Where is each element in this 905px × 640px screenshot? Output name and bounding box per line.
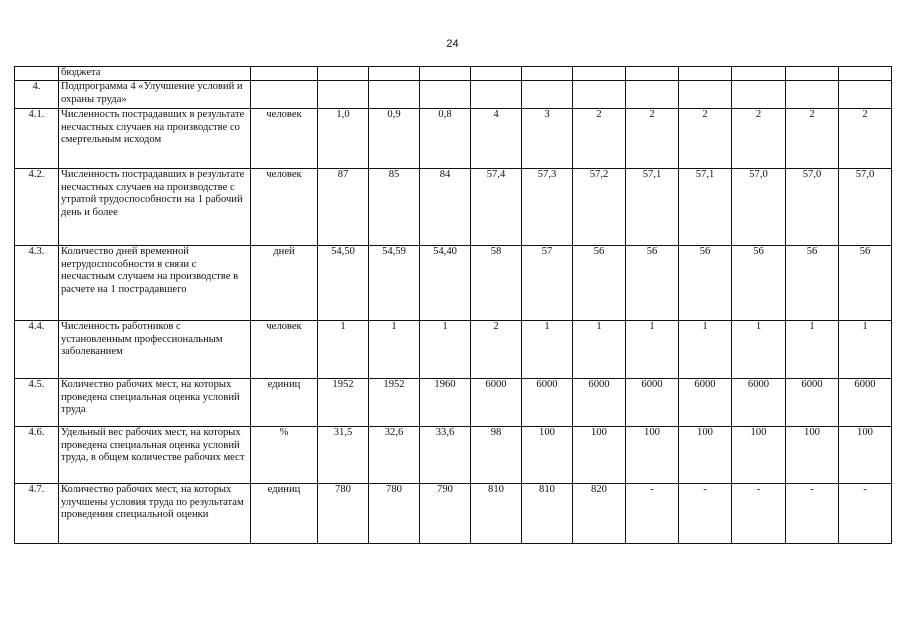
value-cell: 56 bbox=[679, 246, 732, 321]
value-cell: 57,2 bbox=[573, 169, 626, 246]
value-cell: 57,0 bbox=[732, 169, 786, 246]
value-cell bbox=[318, 67, 369, 81]
unit-cell: единиц bbox=[251, 484, 318, 544]
indicator-name-cell: Численность пострадавших в результате несчастных случаев на производстве с утратой трудоспособности на 1 рабочий день и более bbox=[59, 169, 251, 246]
table-row bbox=[15, 169, 892, 246]
value-cell: 780 bbox=[318, 484, 369, 544]
value-cell: 2 bbox=[471, 321, 522, 379]
value-cell: 0,8 bbox=[420, 109, 471, 169]
value-cell: 100 bbox=[522, 427, 573, 484]
table-row bbox=[15, 484, 892, 544]
value-cell: 1952 bbox=[318, 379, 369, 427]
value-cell: 54,59 bbox=[369, 246, 420, 321]
value-cell: - bbox=[732, 484, 786, 544]
value-cell: 3 bbox=[522, 109, 573, 169]
value-cell: 100 bbox=[573, 427, 626, 484]
row-number-cell: 4. bbox=[15, 81, 59, 109]
value-cell: 1952 bbox=[369, 379, 420, 427]
value-cell bbox=[786, 67, 839, 81]
value-cell: 810 bbox=[522, 484, 573, 544]
value-cell: 100 bbox=[679, 427, 732, 484]
row-number-cell bbox=[15, 67, 59, 81]
indicators-table bbox=[14, 66, 892, 544]
row-number-cell: 4.1. bbox=[15, 109, 59, 169]
indicator-name-cell: Подпрограмма 4 «Улучшение условий и охраны труда» bbox=[59, 81, 251, 109]
value-cell: 1 bbox=[573, 321, 626, 379]
value-cell bbox=[626, 67, 679, 81]
value-cell: 790 bbox=[420, 484, 471, 544]
value-cell: 100 bbox=[839, 427, 892, 484]
row-number-cell: 4.6. bbox=[15, 427, 59, 484]
value-cell bbox=[369, 67, 420, 81]
unit-cell: человек bbox=[251, 109, 318, 169]
table-row bbox=[15, 246, 892, 321]
indicator-name-cell: бюджета bbox=[59, 67, 251, 81]
value-cell: 6000 bbox=[471, 379, 522, 427]
value-cell: 6000 bbox=[573, 379, 626, 427]
value-cell bbox=[626, 81, 679, 109]
value-cell: 2 bbox=[732, 109, 786, 169]
value-cell: 100 bbox=[626, 427, 679, 484]
value-cell: 56 bbox=[786, 246, 839, 321]
value-cell: 33,6 bbox=[420, 427, 471, 484]
value-cell: 56 bbox=[839, 246, 892, 321]
value-cell bbox=[573, 67, 626, 81]
value-cell: 1 bbox=[839, 321, 892, 379]
value-cell: - bbox=[786, 484, 839, 544]
value-cell: - bbox=[839, 484, 892, 544]
value-cell: 1 bbox=[732, 321, 786, 379]
value-cell: 2 bbox=[786, 109, 839, 169]
value-cell bbox=[679, 67, 732, 81]
value-cell bbox=[522, 67, 573, 81]
table-row bbox=[15, 81, 892, 109]
value-cell: 1 bbox=[318, 321, 369, 379]
indicator-name-cell: Количество рабочих мест, на которых улучшены условия труда по результатам проведения специальной оценки bbox=[59, 484, 251, 544]
table-row bbox=[15, 321, 892, 379]
value-cell: 31,5 bbox=[318, 427, 369, 484]
value-cell: 6000 bbox=[732, 379, 786, 427]
value-cell bbox=[732, 67, 786, 81]
indicator-name-cell: Численность работников с установленным профессиональным заболеванием bbox=[59, 321, 251, 379]
value-cell: 58 bbox=[471, 246, 522, 321]
value-cell bbox=[420, 81, 471, 109]
value-cell: 820 bbox=[573, 484, 626, 544]
value-cell: 2 bbox=[626, 109, 679, 169]
value-cell: 85 bbox=[369, 169, 420, 246]
value-cell bbox=[522, 81, 573, 109]
value-cell bbox=[732, 81, 786, 109]
value-cell: 57 bbox=[522, 246, 573, 321]
value-cell: 56 bbox=[732, 246, 786, 321]
row-number-cell: 4.4. bbox=[15, 321, 59, 379]
value-cell: 2 bbox=[679, 109, 732, 169]
value-cell: 56 bbox=[573, 246, 626, 321]
value-cell: 57,1 bbox=[679, 169, 732, 246]
value-cell bbox=[471, 81, 522, 109]
row-number-cell: 4.7. bbox=[15, 484, 59, 544]
unit-cell bbox=[251, 67, 318, 81]
value-cell: 54,40 bbox=[420, 246, 471, 321]
page-number: 24 bbox=[446, 38, 459, 50]
indicator-name-cell: Численность пострадавших в результате несчастных случаев на производстве со смертельным исходом bbox=[59, 109, 251, 169]
value-cell: 1 bbox=[626, 321, 679, 379]
value-cell: 1 bbox=[786, 321, 839, 379]
value-cell: 4 bbox=[471, 109, 522, 169]
value-cell: 87 bbox=[318, 169, 369, 246]
value-cell: 57,0 bbox=[839, 169, 892, 246]
value-cell: 100 bbox=[732, 427, 786, 484]
value-cell bbox=[679, 81, 732, 109]
value-cell: 98 bbox=[471, 427, 522, 484]
value-cell: 6000 bbox=[679, 379, 732, 427]
value-cell bbox=[786, 81, 839, 109]
table-row bbox=[15, 67, 892, 81]
value-cell bbox=[318, 81, 369, 109]
value-cell bbox=[420, 67, 471, 81]
value-cell bbox=[471, 67, 522, 81]
value-cell: 57,3 bbox=[522, 169, 573, 246]
unit-cell: дней bbox=[251, 246, 318, 321]
value-cell: 6000 bbox=[522, 379, 573, 427]
value-cell bbox=[839, 81, 892, 109]
value-cell: 57,1 bbox=[626, 169, 679, 246]
value-cell bbox=[839, 67, 892, 81]
unit-cell: человек bbox=[251, 169, 318, 246]
value-cell: 56 bbox=[626, 246, 679, 321]
value-cell: 810 bbox=[471, 484, 522, 544]
indicator-name-cell: Удельный вес рабочих мест, на которых проведена специальная оценка условий труда, в общем количестве рабочих мест bbox=[59, 427, 251, 484]
table-row bbox=[15, 427, 892, 484]
value-cell bbox=[369, 81, 420, 109]
value-cell: 1 bbox=[679, 321, 732, 379]
value-cell: 780 bbox=[369, 484, 420, 544]
value-cell: 1 bbox=[369, 321, 420, 379]
unit-cell: % bbox=[251, 427, 318, 484]
value-cell: 0,9 bbox=[369, 109, 420, 169]
value-cell: 100 bbox=[786, 427, 839, 484]
value-cell: 57,4 bbox=[471, 169, 522, 246]
value-cell bbox=[573, 81, 626, 109]
table-row bbox=[15, 379, 892, 427]
value-cell: 6000 bbox=[786, 379, 839, 427]
value-cell: 6000 bbox=[839, 379, 892, 427]
row-number-cell: 4.5. bbox=[15, 379, 59, 427]
table-row bbox=[15, 109, 892, 169]
unit-cell: единиц bbox=[251, 379, 318, 427]
value-cell: 54,50 bbox=[318, 246, 369, 321]
value-cell: 2 bbox=[839, 109, 892, 169]
row-number-cell: 4.2. bbox=[15, 169, 59, 246]
value-cell: 84 bbox=[420, 169, 471, 246]
value-cell: 32,6 bbox=[369, 427, 420, 484]
unit-cell bbox=[251, 81, 318, 109]
indicator-name-cell: Количество рабочих мест, на которых проведена специальная оценка условий труда bbox=[59, 379, 251, 427]
value-cell: - bbox=[679, 484, 732, 544]
value-cell: 1 bbox=[522, 321, 573, 379]
unit-cell: человек bbox=[251, 321, 318, 379]
value-cell: 57,0 bbox=[786, 169, 839, 246]
row-number-cell: 4.3. bbox=[15, 246, 59, 321]
value-cell: 1,0 bbox=[318, 109, 369, 169]
value-cell: - bbox=[626, 484, 679, 544]
value-cell: 2 bbox=[573, 109, 626, 169]
value-cell: 1960 bbox=[420, 379, 471, 427]
value-cell: 6000 bbox=[626, 379, 679, 427]
indicator-name-cell: Количество дней временной нетрудоспособности в связи с несчастным случаем на производстве в расчете на 1 пострадавшего bbox=[59, 246, 251, 321]
value-cell: 1 bbox=[420, 321, 471, 379]
